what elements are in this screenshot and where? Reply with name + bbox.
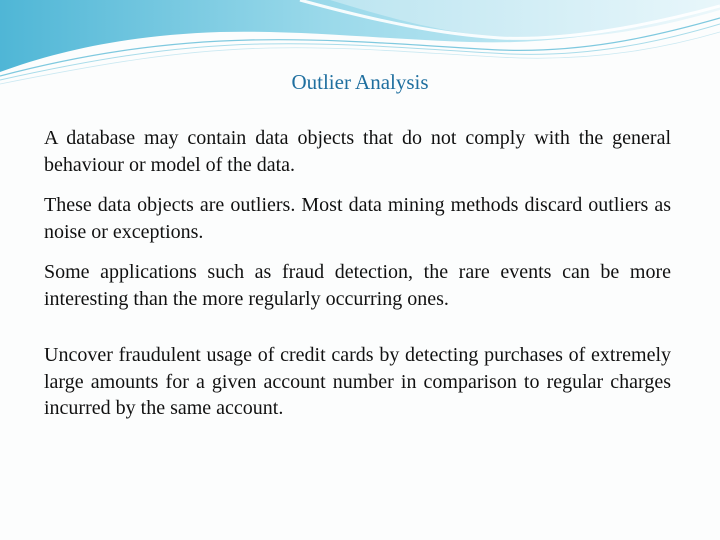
paragraph-example: Uncover fraudulent usage of credit cards by detecting purchases of extremely large amounts for a given account number in comparison to regular charges incurred by the same account. [44,344,671,419]
paragraph-applications: Some applications such as fraud detection, the rare events can be more interesting than the more regularly occurring ones. [44,261,671,310]
slide-title: Outlier Analysis [291,70,429,94]
paragraph-definition: A database may contain data objects that do not comply with the general behaviour or model of the data. [44,127,671,176]
paragraph-outliers: These data objects are outliers. Most data mining methods discard outliers as noise or exceptions. [44,194,671,243]
